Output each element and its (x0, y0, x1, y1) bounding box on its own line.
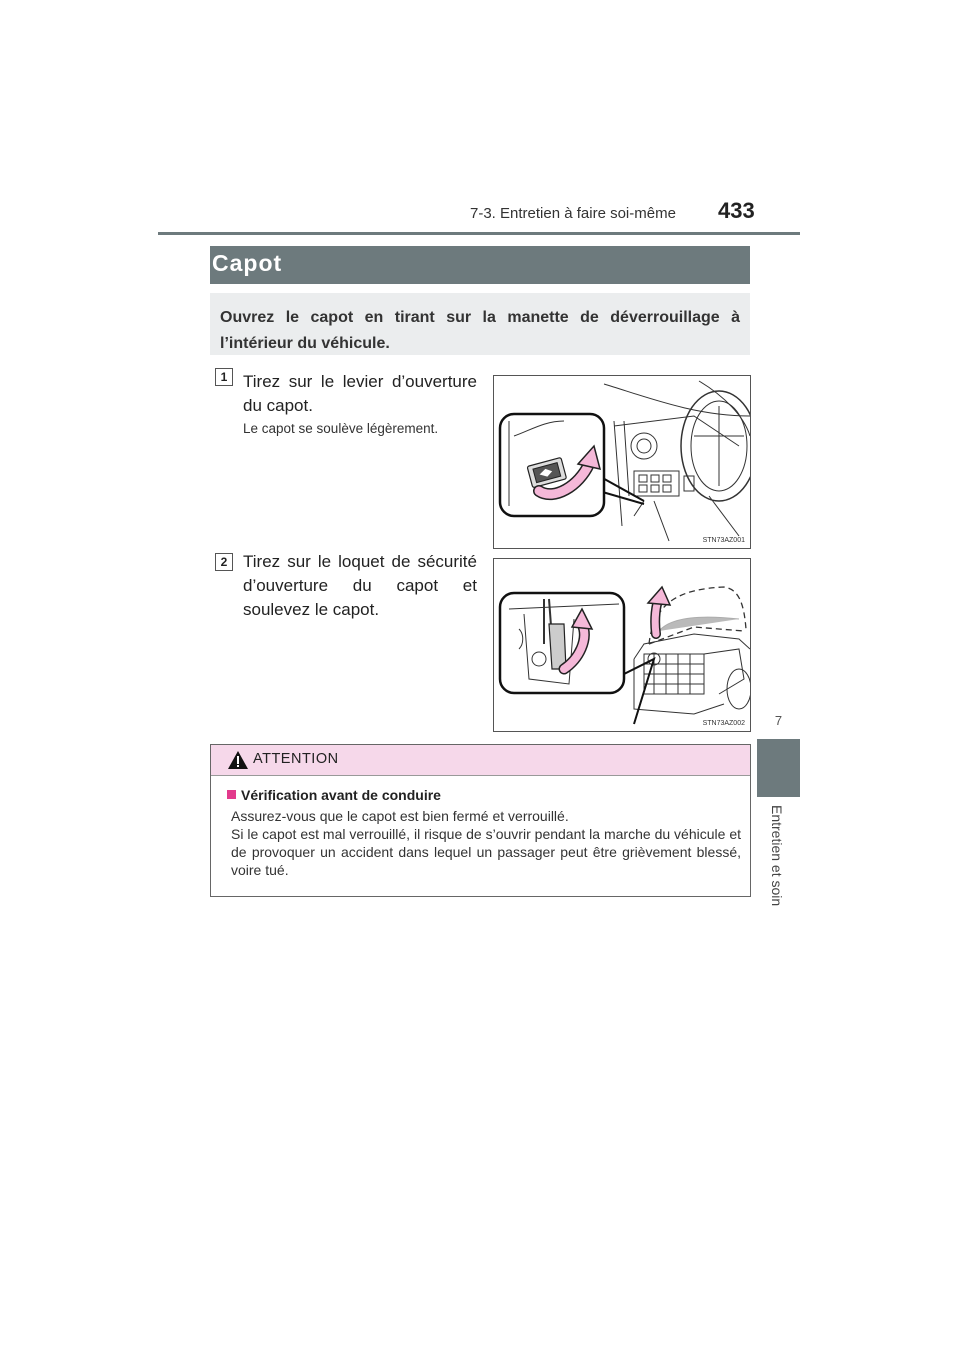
step-2-number: 2 (215, 553, 233, 571)
header-divider (158, 232, 800, 235)
chapter-tab (757, 739, 800, 797)
attention-header (211, 745, 750, 776)
title-bar (210, 246, 750, 284)
attention-box (210, 744, 751, 897)
figure-2-code: STN73AZ002 (702, 720, 745, 727)
chapter-label: Entretien et soin (769, 805, 785, 907)
step-1-text: Tirez sur le levier d’ouverture du capot. (243, 372, 477, 415)
page-title: Capot (212, 250, 283, 276)
attention-body (231, 807, 741, 879)
figure-hood-release-lever (493, 375, 751, 549)
figure-1-code: STN73AZ001 (702, 537, 745, 544)
attention-subheading (227, 787, 441, 803)
step-1-note: Le capot se soulève légèrement. (243, 421, 439, 436)
figure-hood-safety-latch (493, 558, 751, 732)
chapter-number: 7 (774, 713, 783, 728)
bullet-square-icon (227, 790, 236, 799)
section-title: 7-3. Entretien à faire soi-même (470, 205, 676, 222)
dashboard-illustration (494, 376, 750, 548)
step-2-text: Tirez sur le loquet de sécurité d’ouverture du capot et soulevez le capot. (243, 552, 477, 619)
attention-line-2: Si le capot est mal verrouillé, il risque de s’ouvrir pendant la marche du véhicule et de provoquer un accident dans lequel un passager peut être grièvement blessé, voire tué. (231, 826, 741, 878)
attention-line-1: Assurez-vous que le capot est bien fermé et verrouillé. (231, 808, 569, 824)
attention-subheading-text: Vérification avant de conduire (241, 787, 441, 803)
attention-title: ATTENTION (253, 751, 339, 767)
truck-hood-illustration (494, 559, 750, 731)
step-1-number: 1 (215, 368, 233, 386)
page-number: 433 (718, 198, 755, 223)
warning-icon (227, 750, 249, 770)
intro-text: Ouvrez le capot en tirant sur la manette de déverrouillage à l’intérieur du véhicule. (220, 309, 740, 352)
